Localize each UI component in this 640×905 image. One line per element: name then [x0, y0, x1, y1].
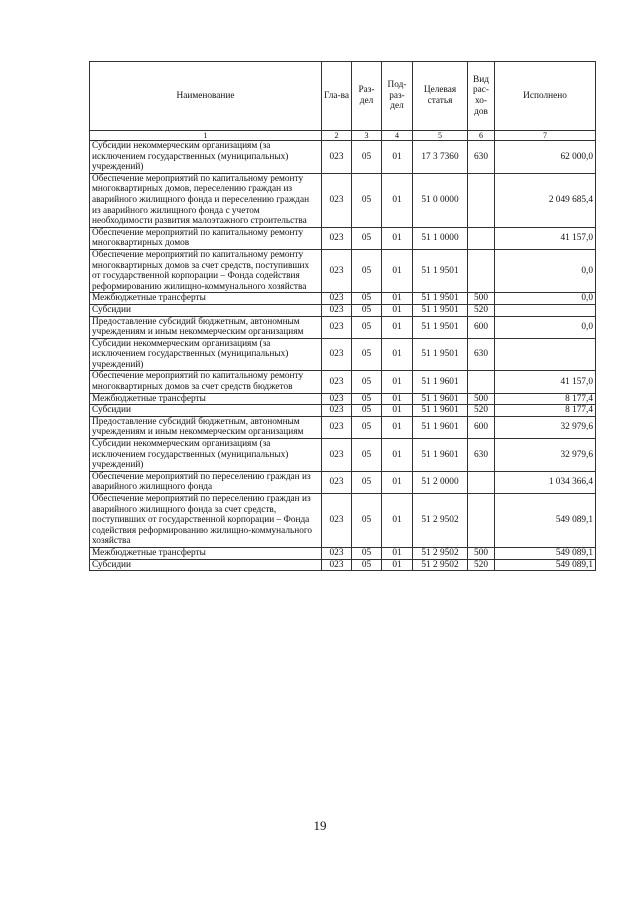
cell-ispolneno: 0,0: [495, 316, 596, 338]
cell-name: Субсидии: [90, 304, 322, 316]
cell-razdel: 05: [352, 547, 382, 559]
cell-razdel: 05: [352, 416, 382, 438]
cell-glava: 023: [322, 316, 352, 338]
cell-tselevaya-statya: 51 2 9502: [413, 559, 468, 571]
cell-glava: 023: [322, 304, 352, 316]
cell-tselevaya-statya: 51 1 9501: [413, 293, 468, 305]
cell-razdel: 05: [352, 304, 382, 316]
cell-name: Межбюджетные трансферты: [90, 393, 322, 405]
cell-name: Субсидии: [90, 405, 322, 417]
cell-name: Предоставление субсидий бюджетным, автономным учреждениям и иным некоммерческим организациям: [90, 416, 322, 438]
cell-podrazdel: 01: [382, 249, 413, 292]
cell-tselevaya-statya: 51 1 9501: [413, 316, 468, 338]
column-number-row: [90, 131, 596, 141]
header-podrazdel: Под-раз-дел: [382, 62, 413, 131]
cell-razdel: 05: [352, 293, 382, 305]
cell-podrazdel: 01: [382, 371, 413, 393]
cell-tselevaya-statya: 51 1 9601: [413, 371, 468, 393]
header-tselevaya-statya: Целевая статья: [413, 62, 468, 131]
cell-tselevaya-statya: 51 1 9501: [413, 304, 468, 316]
cell-razdel: 05: [352, 141, 382, 174]
cell-podrazdel: 01: [382, 471, 413, 493]
cell-podrazdel: 01: [382, 439, 413, 472]
cell-glava: 023: [322, 559, 352, 571]
table-row: [90, 494, 596, 548]
cell-razdel: 05: [352, 249, 382, 292]
cell-name: Обеспечение мероприятий по капитальному ремонту многоквартирных домов, переселению граждан из аварийного жилищного фонда и переселению граждан из аварийного жилищного фонда с учетом необходимости развития малоэтажного строительства: [90, 173, 322, 227]
column-number: 1: [90, 131, 322, 141]
cell-tselevaya-statya: 51 0 0000: [413, 173, 468, 227]
cell-glava: 023: [322, 293, 352, 305]
cell-name: Предоставление субсидий бюджетным, автономным учреждениям и иным некоммерческим организациям: [90, 316, 322, 338]
header-name: Наименование: [90, 62, 322, 131]
cell-glava: 023: [322, 338, 352, 371]
cell-name: Субсидии некоммерческим организациям (за исключением государственных (муниципальных) учреждений): [90, 439, 322, 472]
cell-razdel: 05: [352, 173, 382, 227]
cell-podrazdel: 01: [382, 559, 413, 571]
cell-podrazdel: 01: [382, 405, 413, 417]
table-row: [90, 316, 596, 338]
cell-tselevaya-statya: 17 3 7360: [413, 141, 468, 174]
cell-razdel: 05: [352, 393, 382, 405]
cell-ispolneno: 0,0: [495, 293, 596, 305]
cell-ispolneno: [495, 338, 596, 371]
table-row: [90, 227, 596, 249]
cell-vid-raskhodov: 600: [468, 316, 495, 338]
cell-glava: 023: [322, 471, 352, 493]
table-row: [90, 371, 596, 393]
cell-ispolneno: 1 034 366,4: [495, 471, 596, 493]
table-row: [90, 405, 596, 417]
cell-tselevaya-statya: 51 1 9601: [413, 439, 468, 472]
table-row: [90, 393, 596, 405]
cell-glava: 023: [322, 439, 352, 472]
cell-ispolneno: 41 157,0: [495, 371, 596, 393]
cell-name: Обеспечение мероприятий по капитальному ремонту многоквартирных домов: [90, 227, 322, 249]
table-row: [90, 471, 596, 493]
header-ispolneno: Исполнено: [495, 62, 596, 131]
header-vid-raskhodov: Вид рас-хо-дов: [468, 62, 495, 131]
cell-glava: 023: [322, 249, 352, 292]
cell-podrazdel: 01: [382, 393, 413, 405]
cell-ispolneno: 41 157,0: [495, 227, 596, 249]
cell-ispolneno: 2 049 685,4: [495, 173, 596, 227]
cell-razdel: 05: [352, 405, 382, 417]
cell-glava: 023: [322, 405, 352, 417]
cell-tselevaya-statya: 51 1 9601: [413, 416, 468, 438]
header-glava: Гла-ва: [322, 62, 352, 131]
column-number: 2: [322, 131, 352, 141]
cell-name: Субсидии некоммерческим организациям (за исключением государственных (муниципальных) учреждений): [90, 338, 322, 371]
column-number: 5: [413, 131, 468, 141]
cell-podrazdel: 01: [382, 338, 413, 371]
cell-name: Обеспечение мероприятий по переселению граждан из аварийного жилищного фонда за счет средств, поступивших от государственной корпорации – Фонда содействия реформированию жилищно-коммунального хозяйства: [90, 494, 322, 548]
cell-glava: 023: [322, 141, 352, 174]
cell-vid-raskhodov: 600: [468, 416, 495, 438]
table-row: [90, 173, 596, 227]
cell-vid-raskhodov: [468, 173, 495, 227]
cell-vid-raskhodov: 520: [468, 405, 495, 417]
cell-glava: 023: [322, 393, 352, 405]
cell-razdel: 05: [352, 439, 382, 472]
cell-podrazdel: 01: [382, 304, 413, 316]
cell-ispolneno: 8 177,4: [495, 393, 596, 405]
cell-vid-raskhodov: 630: [468, 439, 495, 472]
cell-tselevaya-statya: 51 1 9501: [413, 249, 468, 292]
cell-ispolneno: 62 000,0: [495, 141, 596, 174]
table-row: [90, 141, 596, 174]
cell-podrazdel: 01: [382, 547, 413, 559]
cell-razdel: 05: [352, 471, 382, 493]
cell-razdel: 05: [352, 371, 382, 393]
cell-vid-raskhodov: [468, 249, 495, 292]
cell-glava: 023: [322, 173, 352, 227]
cell-name: Межбюджетные трансферты: [90, 547, 322, 559]
cell-glava: 023: [322, 416, 352, 438]
budget-table: [89, 61, 596, 571]
table-header-row: [90, 62, 596, 131]
table-row: [90, 559, 596, 571]
cell-ispolneno: 32 979,6: [495, 439, 596, 472]
column-number: 6: [468, 131, 495, 141]
cell-glava: 023: [322, 494, 352, 548]
table-body: [90, 141, 596, 571]
header-razdel: Раз-дел: [352, 62, 382, 131]
table-row: [90, 439, 596, 472]
table-row: [90, 416, 596, 438]
table-row: [90, 304, 596, 316]
cell-name: Межбюджетные трансферты: [90, 293, 322, 305]
cell-podrazdel: 01: [382, 173, 413, 227]
cell-podrazdel: 01: [382, 494, 413, 548]
cell-razdel: 05: [352, 494, 382, 548]
cell-vid-raskhodov: [468, 371, 495, 393]
cell-tselevaya-statya: 51 1 9601: [413, 405, 468, 417]
cell-ispolneno: 549 089,1: [495, 547, 596, 559]
cell-tselevaya-statya: 51 2 9502: [413, 547, 468, 559]
cell-podrazdel: 01: [382, 293, 413, 305]
cell-ispolneno: 32 979,6: [495, 416, 596, 438]
cell-tselevaya-statya: 51 1 9501: [413, 338, 468, 371]
cell-vid-raskhodov: 630: [468, 141, 495, 174]
cell-vid-raskhodov: 520: [468, 304, 495, 316]
cell-podrazdel: 01: [382, 141, 413, 174]
cell-tselevaya-statya: 51 2 0000: [413, 471, 468, 493]
table-row: [90, 293, 596, 305]
cell-vid-raskhodov: [468, 227, 495, 249]
cell-glava: 023: [322, 371, 352, 393]
cell-ispolneno: 549 089,1: [495, 559, 596, 571]
cell-name: Обеспечение мероприятий по капитальному ремонту многоквартирных домов за счет средств, поступивших от государственной корпорации – Фонда содействия реформированию жилищно-коммунального хозяйства: [90, 249, 322, 292]
cell-name: Субсидии некоммерческим организациям (за исключением государственных (муниципальных) учреждений): [90, 141, 322, 174]
cell-vid-raskhodov: [468, 471, 495, 493]
cell-name: Обеспечение мероприятий по переселению граждан из аварийного жилищного фонда: [90, 471, 322, 493]
cell-podrazdel: 01: [382, 316, 413, 338]
column-number: 7: [495, 131, 596, 141]
cell-ispolneno: [495, 304, 596, 316]
cell-vid-raskhodov: 500: [468, 293, 495, 305]
cell-glava: 023: [322, 547, 352, 559]
column-number: 4: [382, 131, 413, 141]
table-row: [90, 547, 596, 559]
cell-glava: 023: [322, 227, 352, 249]
page-number: 19: [313, 818, 327, 833]
cell-ispolneno: 0,0: [495, 249, 596, 292]
cell-tselevaya-statya: 51 2 9502: [413, 494, 468, 548]
cell-name: Субсидии: [90, 559, 322, 571]
table-row: [90, 249, 596, 292]
cell-podrazdel: 01: [382, 227, 413, 249]
cell-ispolneno: 8 177,4: [495, 405, 596, 417]
cell-razdel: 05: [352, 316, 382, 338]
cell-vid-raskhodov: 630: [468, 338, 495, 371]
cell-razdel: 05: [352, 559, 382, 571]
cell-tselevaya-statya: 51 1 0000: [413, 227, 468, 249]
cell-razdel: 05: [352, 227, 382, 249]
cell-ispolneno: 549 089,1: [495, 494, 596, 548]
cell-vid-raskhodov: 520: [468, 559, 495, 571]
column-number: 3: [352, 131, 382, 141]
cell-tselevaya-statya: 51 1 9601: [413, 393, 468, 405]
cell-vid-raskhodov: 500: [468, 547, 495, 559]
cell-razdel: 05: [352, 338, 382, 371]
cell-vid-raskhodov: 500: [468, 393, 495, 405]
cell-podrazdel: 01: [382, 416, 413, 438]
cell-vid-raskhodov: [468, 494, 495, 548]
cell-name: Обеспечение мероприятий по капитальному ремонту многоквартирных домов за счет средств бюджетов: [90, 371, 322, 393]
table-row: [90, 338, 596, 371]
